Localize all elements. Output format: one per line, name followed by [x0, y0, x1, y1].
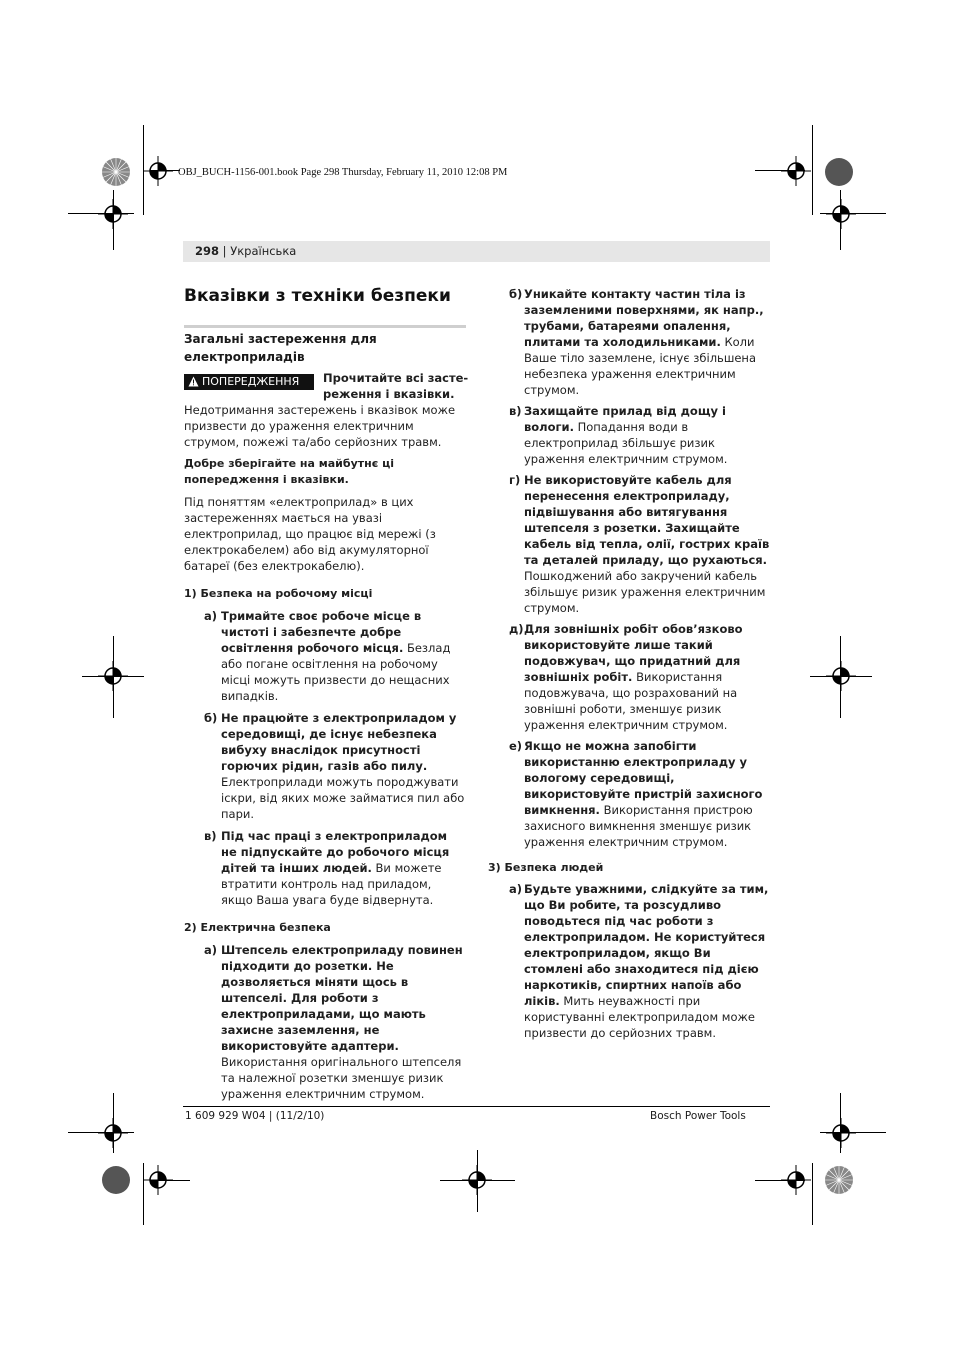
- warning-badge-label: ПОПЕРЕДЖЕННЯ: [202, 375, 300, 388]
- registration-mark-icon: [826, 661, 856, 691]
- section-title: Загальні застереження для електроприладів: [184, 332, 377, 364]
- page-title: Вказівки з техніки безпеки: [184, 286, 451, 306]
- registration-mark-icon: [781, 156, 811, 186]
- warning-body: Недотримання застережень і вказівок може призвести до ураження електричним струмом, пожежі та/або серйозних травм.: [184, 403, 456, 449]
- section-2-heading: 2) Електрична безпека: [184, 921, 331, 934]
- header-separator: |: [219, 244, 231, 258]
- list-item: г) Не використовуйте кабель для перенесення електроприладу, підвішування або витягування штепселя з розетки. Захищайте кабель від тепла, олії, гострих країв та деталей приладу, що рухаються. Пошкоджений або закручений кабель збільшує ризик ураження електричним струмом.: [509, 473, 770, 615]
- list-item: б) Уникайте контакту частин тіла із заземленими поверхнями, як напр., трубами, батареями опалення, плитами та холодильниками. Коли Ваше тіло заземлене, існує збільшена небезпека ураження електричним струмом.: [509, 287, 764, 397]
- list-item: д) Для зовнішніх робіт обов’язково використовуйте лише такий подовжувач, що придатний для зовнішніх робіт. Використання подовжувача, що розрахований на зовнішні роботи, зменшує ризик ураження електричним струмом.: [509, 622, 743, 732]
- registration-mark-icon: [143, 1165, 173, 1195]
- left-column: [184, 402, 466, 1102]
- list-item: в) Захищайте прилад від дощу і вологи. Попадання води в електроприлад збільшує ризик ураження електричним струмом.: [509, 404, 728, 466]
- definition-text: Під поняттям «електроприлад» в цих застереженнях мається на увазі електроприлад, що працює від мережі (з електрокабелем) або від акумуляторної батареї (без електрокабелю).: [184, 495, 436, 573]
- list-item: а) Будьте уважними, слідкуйте за тим, що Ви робите, та розсудливо поводьтеся під час роботи з електроприладом. Не користуйтеся електроприладом, якщо Ви стомлені або знаходитеся під дією наркотиків, спиртних напоїв або ліків. Мить неуважності при користуванні електроприладом може призвести до серйозних травм.: [509, 882, 769, 1040]
- page-number: 298: [195, 244, 220, 258]
- registration-mark-icon: [98, 1118, 128, 1148]
- registration-mark-icon: [826, 199, 856, 229]
- registration-mark-icon: [98, 661, 128, 691]
- section-1-heading: 1) Безпека на робочому місці: [184, 587, 373, 600]
- registration-mark-icon: [826, 1118, 856, 1148]
- footer-document-number: 1 609 929 W04 | (11/2/10): [185, 1110, 325, 1122]
- registration-mark-icon: [143, 156, 173, 186]
- star-target-icon: [824, 1165, 854, 1195]
- warning-triangle-icon: [188, 376, 199, 387]
- section-rule: [184, 325, 466, 328]
- star-target-icon: [101, 157, 131, 187]
- running-header: [183, 241, 770, 262]
- keep-instructions: Добре зберігайте на майбутнє ці попередження і вказівки.: [184, 457, 394, 486]
- header-language: Українська: [230, 244, 297, 258]
- warning-lead: Прочитайте всі засте- реження і вказівки.: [323, 371, 469, 401]
- footer-brand: Bosch Power Tools: [650, 1110, 746, 1122]
- footer-rule: [183, 1106, 770, 1107]
- list-item: б) Не працюйте з електроприладом у середовищі, де існує небезпека вибуху внаслідок присутності горючих рідин, газів або пилу. Електроприлади можуть породжувати іскри, від яких може займатися пил або пари.: [204, 711, 465, 821]
- registration-mark-icon: [781, 1165, 811, 1195]
- section-3-heading: 3) Безпека людей: [488, 861, 604, 874]
- star-target-icon: [824, 157, 854, 187]
- list-item: в) Під час праці з електроприладом не підпускайте до робочого місця дітей та інших людей. Ви можете втратити контроль над приладом, якщо Ваша увага буде відвернута.: [204, 829, 450, 907]
- print-slug: OBJ_BUCH-1156-001.book Page 298 Thursday, February 11, 2010 12:08 PM: [178, 167, 508, 178]
- warning-badge: [184, 374, 314, 390]
- registration-mark-icon: [98, 199, 128, 229]
- registration-mark-icon: [462, 1165, 492, 1195]
- right-column: [488, 286, 771, 1041]
- list-item: е) Якщо не можна запобігти використанню електроприладу у вологому середовищі, використовуйте пристрій захисного вимкнення. Використання пристрою захисного вимкнення зменшує ризик ураження електричним струмом.: [509, 739, 763, 849]
- star-target-icon: [101, 1165, 131, 1195]
- list-item: а) Штепсель електроприладу повинен підходити до розетки. Не дозволяється міняти щось в штепселі. Для роботи з електроприладами, що мають захисне заземлення, не використовуйте адаптери. Використання оригінального штепселя та належної розетки зменшує ризик ураження електричним струмом.: [204, 943, 463, 1101]
- list-item: а) Тримайте своє робоче місце в чистоті і забезпечте добре освітлення робочого місця. Безлад або погане освітлення на робочому місці можуть призвести до нещасних випадків.: [204, 609, 451, 703]
